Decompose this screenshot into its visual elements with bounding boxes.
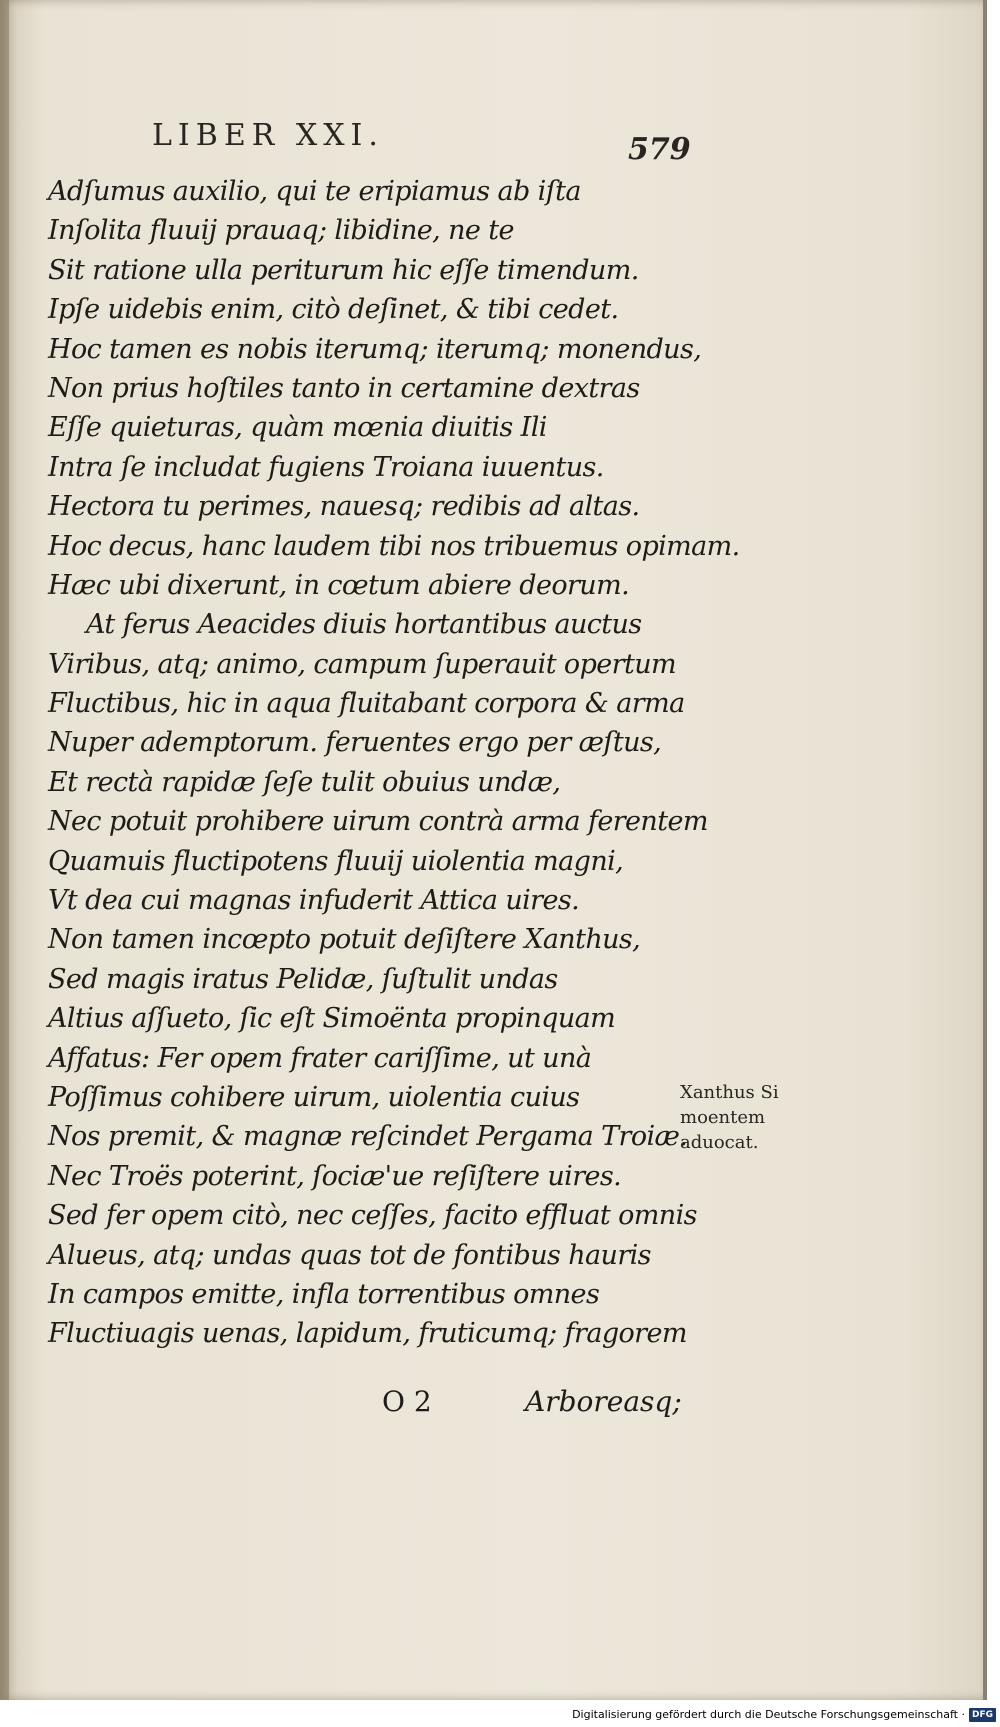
verse-line: Et rectà rapidæ ſeſe tulit obuius undæ, [48, 766, 561, 798]
verse-line: Nos premit, & magnæ reſcindet Pergama Troiæ. [48, 1121, 688, 1153]
verse-line: At ferus Aeacides diuis hortantibus auctus [86, 609, 642, 641]
verse-line: Sit ratione ulla periturum hic eſſe timendum. [48, 254, 639, 286]
credit-text: Digitalisierung gefördert durch die Deutsche Forschungsgemeinschaft · [572, 1708, 965, 1721]
verse-line: Altius aſſueto, ſic eſt Simoënta propinquam [48, 1003, 616, 1035]
verse-line: Hoc decus, hanc laudem tibi nos tribuemus opimam. [48, 530, 740, 562]
verse-line: Nec potuit prohibere uirum contrà arma ferentem [48, 806, 708, 838]
verse-line: Quamuis fluctipotens fluuij uiolentia magni, [48, 845, 624, 877]
verse-line: In campos emitte, infla torrentibus omnes [48, 1278, 600, 1310]
catchword: Arboreasq; [525, 1385, 682, 1418]
verse-line: Hæc ubi dixerunt, in cœtum abiere deorum. [48, 569, 630, 601]
running-head: LIBER XXI. [152, 118, 384, 153]
verse-line: Fluctiuagis uenas, lapidum, fruticumq; fragorem [48, 1318, 687, 1350]
verse-line: Poſſimus cohibere uirum, uiolentia cuius [48, 1081, 580, 1113]
verse-line: Eſſe quieturas, quàm mœnia diuitis Ili [48, 412, 547, 444]
verse-line: Nec Troës poterint, ſociæ'ue reſiſtere uires. [48, 1160, 622, 1192]
verse-line: Inſolita fluuij prauaq; libidine, ne te [48, 215, 514, 247]
signature-mark: O 2 [382, 1385, 432, 1418]
verse-line: Non tamen incœpto potuit deſiſtere Xanthus, [48, 924, 641, 956]
verse-line: Fluctibus, hic in aqua fluitabant corpora & arma [48, 688, 685, 720]
verse-line: Sed magis iratus Pelidæ, ſuſtulit undas [48, 963, 558, 995]
verse-line: Nuper ademptorum. feruentes ergo per æſtus, [48, 727, 662, 759]
verse-line: Affatus: Fer opem frater cariſſime, ut unà [48, 1042, 592, 1074]
verse-line: Vt dea cui magnas infuderit Attica uires. [48, 885, 580, 917]
verse-line: Viribus, atq; animo, campum ſuperauit opertum [48, 648, 677, 680]
verse-text [48, 172, 740, 1354]
verse-line: Hectora tu perimes, nauesq; redibis ad altas. [48, 491, 640, 523]
verse-line: Hoc tamen es nobis iterumq; iterumq; monendus, [48, 333, 702, 365]
verse-line: Sed fer opem citò, nec ceſſes, facito effluat omnis [48, 1200, 697, 1232]
verse-line: Non prius hoſtiles tanto in certamine dextras [48, 372, 640, 404]
verse-line: Alueus, atq; undas quas tot de fontibus hauris [48, 1239, 651, 1271]
page-number: 579 [628, 132, 691, 167]
verse-line: Intra ſe includat fugiens Troiana iuuentus. [48, 451, 604, 483]
page-binding-edge [0, 0, 9, 1700]
digitization-credit [572, 1707, 996, 1723]
dfg-logo-badge: DFG [969, 1708, 996, 1722]
verse-line: Adſumus auxilio, qui te eripiamus ab iſta [48, 176, 581, 207]
marginal-note-line: moentem [680, 1107, 766, 1128]
marginal-note-line: Xanthus Si [680, 1082, 779, 1103]
verse-line: Ipſe uidebis enim, citò deſinet, & tibi cedet. [48, 294, 619, 326]
marginal-note-line: aduocat. [680, 1132, 759, 1153]
marginal-note [680, 1080, 779, 1155]
